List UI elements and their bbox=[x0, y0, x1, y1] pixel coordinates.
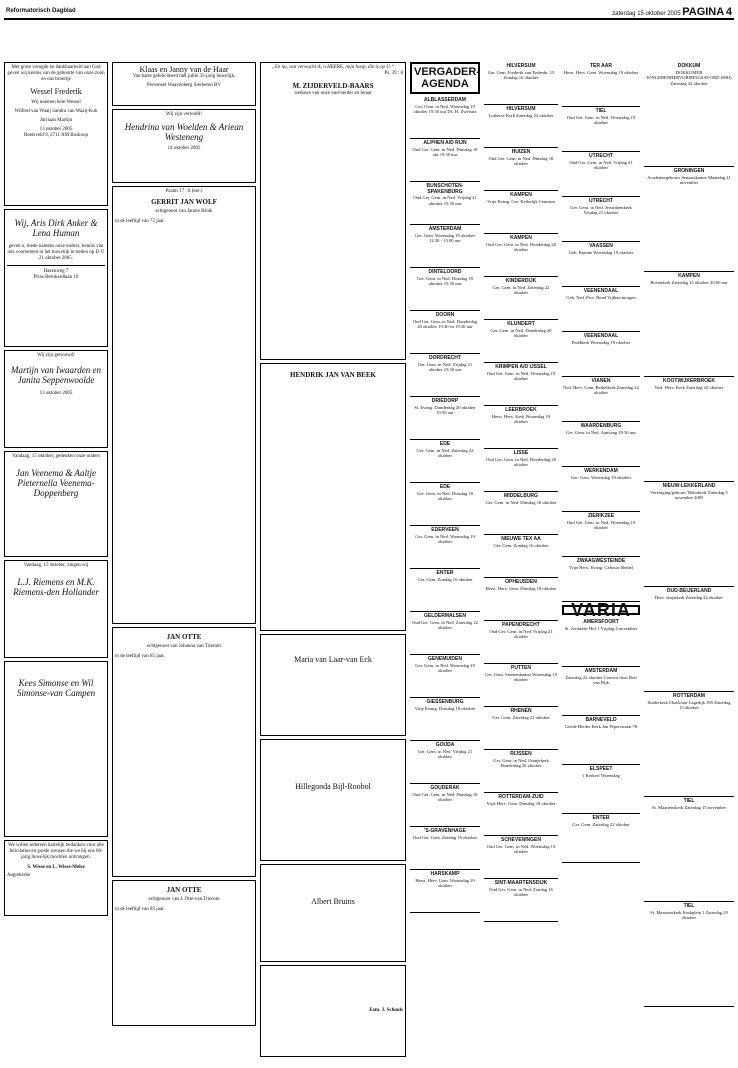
agenda-item-heading: UTRECHT bbox=[589, 198, 613, 204]
agenda-item bbox=[410, 741, 480, 784]
agenda-item-text: Herst. Herv. Gem. Woensdag 19 oktober bbox=[563, 69, 639, 75]
agenda-item-heading: RHENEN bbox=[510, 708, 532, 714]
agenda-item bbox=[410, 784, 480, 827]
engagement-addr1: Hazenweg 7 bbox=[43, 269, 69, 274]
agenda-item-text: Ger. Gem. in Ned. Vrijdag 21 oktober bbox=[417, 748, 473, 760]
agenda-item-heading: BUNSCHOTEN-SPAKENBURG bbox=[426, 183, 464, 195]
agenda-item bbox=[644, 62, 734, 167]
thanks-van-laar bbox=[260, 634, 406, 736]
bijl-name: Hillegonda Bijl-Roobol bbox=[295, 782, 371, 791]
agenda-item-text: Lutherse Kerk Zaterdag 22 oktober bbox=[488, 112, 554, 118]
hendrina-date: 14 oktober 2005 bbox=[167, 146, 201, 151]
agenda-item bbox=[644, 902, 734, 1007]
obituary-otte bbox=[112, 627, 256, 877]
ad-text: Van harte gefeliciteerd met jullie 35-jarig huwelijk. bbox=[132, 74, 236, 79]
agenda-item-text: Ger. Gem. in Ned. Jeruzalemkerk Vrijdag 21 oktober bbox=[570, 204, 632, 216]
agenda-item-text: Ger. Gem. Zaterdag 22 oktober bbox=[492, 714, 550, 720]
agenda-item-text: 't Kerkerf Woensdag bbox=[582, 772, 620, 778]
ad-signature: Personeel Waayenberg Sierbeton BV bbox=[147, 83, 221, 88]
agenda-item bbox=[410, 96, 480, 139]
agenda-item bbox=[562, 287, 640, 332]
agenda-item bbox=[484, 750, 558, 793]
agenda-item-heading: ALBLASSERDAM bbox=[424, 97, 466, 103]
engagement-hendrina bbox=[112, 109, 256, 183]
agenda-item bbox=[562, 512, 640, 557]
agenda-item-heading: DOKKUM bbox=[677, 63, 701, 69]
ad-van-de-haar bbox=[112, 62, 256, 106]
agenda-item bbox=[562, 667, 640, 716]
agenda-item-heading: EDERVEEN bbox=[431, 527, 459, 533]
agenda-item-heading: KINDERDIJK bbox=[505, 278, 537, 284]
agenda-item-heading: KLUNDERT bbox=[507, 321, 535, 327]
birth-announcement bbox=[4, 62, 108, 206]
agenda-item bbox=[484, 836, 558, 879]
agenda-item bbox=[562, 62, 640, 107]
agenda-item-text: Vereniging/gebouw 'Rehoboth' Zaterdag 5 november 2005 bbox=[650, 489, 728, 501]
agenda-item-text: Herst. Herv. Kerk Woensdag 19 oktober bbox=[491, 413, 551, 425]
agenda-item-text: Oud Ger. Gem. in Ned. Woensdag 19 oktober bbox=[486, 843, 556, 855]
agenda-item-text: Zaterdag 22 oktober Concert door Rob van Dijk bbox=[565, 674, 637, 686]
engagement-addr2: Prins Bernhardlaan 19 bbox=[33, 275, 79, 280]
anniversary-simonse bbox=[4, 661, 108, 837]
psalm-ref: Psalm 17 : 8 (ber.) bbox=[165, 189, 203, 194]
schouls-signature: Fam. J. Schouls bbox=[369, 1008, 403, 1013]
wedding-date: 13 oktober 2005 bbox=[39, 391, 73, 396]
agenda-item-heading: ROTTERDAM-ZUID bbox=[498, 794, 544, 800]
agenda-item-heading: SINT-MAARTENSDIJK bbox=[494, 880, 548, 886]
otte-sub: echtgenoot van Johanna van Trierum bbox=[147, 644, 221, 649]
agenda-item-text: Oud Ger. Gem. in Ned. Dinsdag 18 okt 19.30 uur bbox=[412, 146, 478, 158]
agenda-item-heading: SCHEVENINGEN bbox=[500, 837, 541, 843]
agenda-item-heading: MIDDELBURG bbox=[504, 493, 538, 499]
van-laar-name: Maria van Laar-van Eck bbox=[294, 655, 372, 664]
agenda-item bbox=[410, 311, 480, 354]
agenda-item bbox=[562, 814, 640, 863]
agenda-item-heading: ELSPEET bbox=[589, 766, 613, 772]
agenda-item-heading: GRONINGEN bbox=[673, 168, 705, 174]
agenda-item bbox=[484, 664, 558, 707]
agenda-item-heading: ROTTERDAM bbox=[673, 693, 705, 699]
agenda-item-heading: AMERSFOORT bbox=[583, 619, 619, 625]
agenda-item bbox=[562, 467, 640, 512]
agenda-item-heading: 'S-GRAVENHAGE bbox=[424, 828, 466, 834]
birth-siblings: Jurriaan Martijn bbox=[39, 118, 73, 123]
column-3 bbox=[260, 62, 406, 1060]
thanks-bruins bbox=[260, 864, 406, 962]
agenda-list-3 bbox=[562, 62, 640, 602]
agenda-item bbox=[484, 62, 558, 105]
anniversary-names: Jan Veenema & Aaltje Pieternella Veenema-Doppenberg bbox=[15, 468, 97, 498]
agenda-item-heading: WERKENDAM bbox=[584, 468, 618, 474]
column-6-agenda bbox=[562, 62, 640, 863]
agenda-item-heading: ZWAAGWESTEINDE bbox=[576, 558, 626, 564]
page-number: 4 bbox=[725, 6, 732, 18]
agenda-item-text: Ger. Gem. Zondag 16 oktober bbox=[493, 542, 549, 548]
agenda-item-text: Ger. Gem. Woensdag 19 oktober bbox=[570, 474, 632, 480]
agenda-item bbox=[562, 422, 640, 467]
otte-name: JAN OTTE bbox=[166, 633, 202, 641]
agenda-item bbox=[410, 139, 480, 182]
agenda-item-heading: ALPHEN A/D RIJN bbox=[423, 140, 467, 146]
agenda-item-heading: ENTER bbox=[436, 570, 454, 576]
agenda-item bbox=[410, 440, 480, 483]
wolf-sub: echtgenoot van Jannie Brink bbox=[155, 209, 213, 214]
agenda-list-2 bbox=[484, 62, 558, 922]
masthead bbox=[4, 6, 734, 20]
agenda-item bbox=[484, 191, 558, 234]
obituary-van-beek bbox=[260, 363, 406, 631]
agenda-item-heading: KOOTWIJKERBROEK bbox=[663, 378, 715, 384]
agenda-item-text: Ger. Gem. in Ned. Vrijdag 21 oktober 19.30 uur bbox=[417, 361, 473, 373]
agenda-title: VERGADER-AGENDA bbox=[410, 62, 480, 94]
agenda-item-text: Ger. Gem. in Ned. Woensdag 19 oktober bbox=[415, 533, 475, 545]
column-1 bbox=[4, 62, 108, 919]
issue-date: zaterdag 15 oktober 2005 bbox=[612, 11, 681, 17]
agenda-item-text: Ger. Gem. in Ned. Dinsdag 18 oktober bbox=[485, 499, 557, 505]
birth-date: 13 oktober 2005 bbox=[39, 127, 73, 132]
agenda-item bbox=[410, 569, 480, 612]
agenda-item-heading: HARSKAMP bbox=[430, 871, 460, 877]
agenda-item bbox=[644, 797, 734, 902]
otte2-age: in de leeftijd van 85 jaar. bbox=[115, 907, 165, 912]
agenda-item-heading: KAMPEN bbox=[510, 235, 532, 241]
hendrina-names: Hendrina van Woelden & Ariean Westeneng bbox=[124, 122, 244, 142]
thanks-signature: S. Wisse en L. Wisse-Melse bbox=[27, 865, 85, 870]
agenda-item bbox=[410, 827, 480, 870]
agenda-item-heading: DOORN bbox=[435, 312, 455, 318]
wedding-announcement bbox=[4, 350, 108, 448]
agenda-item-text: Oud Ger. Gem. in Ned. Donderdag 20 oktober bbox=[485, 456, 557, 468]
agenda-item-heading: DORDRECHT bbox=[429, 355, 461, 361]
agenda-item bbox=[410, 698, 480, 741]
agenda-item-text: Vrije Herv. Gem. Dinsdag 18 oktober bbox=[486, 800, 556, 806]
agenda-item-heading: EDE bbox=[439, 484, 451, 490]
agenda-item-text: Herst. Herv. Gem. Dinsdag 18 oktober bbox=[485, 585, 557, 591]
agenda-item-text: Oud Ger. Gem. in Ned. Dinsdag 18 oktober bbox=[412, 791, 478, 803]
agenda-item bbox=[484, 707, 558, 750]
agenda-item-text: Oud Ger. Gem. in Ned. Donderdag 20 oktober bbox=[485, 241, 557, 253]
obituary-otte-2 bbox=[112, 880, 256, 1026]
engagement-detail: geven u, mede namens onze ouders, kennis van ons voornemen in het huwelijk te treden op D.V. 21 oktober 2005. bbox=[7, 244, 105, 261]
agenda-item-text: Oud Ger. Gem. in Ned. Zondag 16 oktober bbox=[489, 886, 553, 898]
riemens-intro: Vandaag, 15 oktober, zingen wij bbox=[23, 563, 89, 568]
agenda-item-heading: AMSTERDAM bbox=[428, 226, 462, 232]
agenda-item bbox=[562, 107, 640, 152]
agenda-item-text: St. Maartenskerk Zaterdag 15 november bbox=[651, 804, 727, 810]
agenda-item-text: Geb. Ruimte Woensdag 19 oktober bbox=[568, 249, 634, 255]
thanks-bijl bbox=[260, 739, 406, 861]
agenda-item bbox=[562, 152, 640, 197]
agenda-item-text: Oud Ger. Gem. in Ned. Zaterdag 22 oktober bbox=[412, 619, 478, 631]
agenda-item bbox=[484, 105, 558, 148]
verse: „En nu, wat verwacht ik, o HEERE, mijn hoop, die is op U.“ bbox=[272, 65, 394, 70]
anniversary-veenema bbox=[4, 451, 108, 557]
agenda-item-text: Ger. Gem. Zaterdag 22 oktober bbox=[572, 821, 630, 827]
thanks-text: We willen iedereen hartelijk bedanken voor alle felicitaties en goede wensen die we bij ons 60-jarig huwelijk mochten ontvangen. bbox=[8, 843, 104, 860]
agenda-item-text: Herv. dorpskerk Zaterdag 22 oktober bbox=[655, 594, 723, 600]
column-2 bbox=[112, 62, 256, 1029]
wolf-name: GERRIT JAN WOLF bbox=[151, 198, 217, 206]
birth-address: Roetsveld 9, 2711 AM Boskoop bbox=[23, 133, 89, 138]
agenda-item-heading: HUIZEN bbox=[511, 149, 531, 155]
wedding-names: Martijn van Iwaarden en Janita Seppenwoolde bbox=[11, 365, 101, 385]
varia-list bbox=[562, 618, 640, 863]
agenda-item-text: Oud Ger. Gem. in Ned. Donderdag 20 oktober 19.30 en 19.30 uur bbox=[412, 318, 478, 330]
agenda-item-heading: LISSE bbox=[513, 450, 529, 456]
birth-parents: Wilfred van Waaij Sandra van Waaij-Kok bbox=[14, 109, 98, 114]
agenda-item-heading: GOUDA bbox=[435, 742, 455, 748]
agenda-item-heading: KRIMPEN A/D IJSSEL bbox=[495, 364, 547, 370]
agenda-item bbox=[410, 870, 480, 913]
agenda-item bbox=[562, 618, 640, 667]
agenda-item bbox=[644, 377, 734, 482]
agenda-item bbox=[562, 765, 640, 814]
agenda-item-text: Ger. Gem. in Ned. Woensdag 19 oktober 19.30 uur Ds. H. Zweistra bbox=[413, 103, 477, 115]
otte-age: in de leeftijd van 85 jaar. bbox=[115, 654, 165, 659]
agenda-item-heading: ENTER bbox=[592, 815, 610, 821]
agenda-item bbox=[484, 148, 558, 191]
agenda-item-heading: GELDERMALSEN bbox=[424, 613, 466, 619]
agenda-item bbox=[484, 234, 558, 277]
agenda-item-heading: KAMPEN bbox=[510, 192, 532, 198]
agenda-item-text: Oud Ger. Gem. in Ned. Woensdag 19 oktober bbox=[486, 370, 556, 382]
agenda-item-heading: VEENENDAAL bbox=[583, 288, 619, 294]
agenda-item-text: Herst. Herv. Gem. Woensdag 19 oktober bbox=[415, 877, 475, 889]
column-5-agenda bbox=[484, 62, 558, 922]
agenda-item-text: Ger. Gem. in Ned. Aanvang 19.30 uur bbox=[566, 429, 636, 435]
agenda-item-text: Ned. Herv. Kerk Zaterdag 22 oktober bbox=[654, 384, 724, 390]
agenda-item-heading: VAASSEN bbox=[589, 243, 613, 249]
agenda-item bbox=[644, 692, 734, 797]
agenda-item-text: Ger. Gem. in Ned. Zaterdag 22 oktober bbox=[492, 284, 550, 296]
engagement-announcement bbox=[4, 209, 108, 347]
ad-title: Klaas en Janny van de Haar bbox=[139, 65, 229, 74]
agenda-item bbox=[484, 363, 558, 406]
agenda-item-text: Ger. Gem. in Ned. Woensdag 19 oktober bbox=[415, 662, 475, 674]
agenda-item bbox=[484, 879, 558, 922]
agenda-item bbox=[484, 621, 558, 664]
agenda-item bbox=[484, 449, 558, 492]
agenda-item-text: St. Joriskerk Hof 1 Vrijdag 4 november bbox=[564, 625, 638, 631]
simonse-names: Kees Simonse en Wil Simonse-van Campen bbox=[16, 678, 96, 698]
verse-ref: Ps. 39 : 8 bbox=[384, 71, 403, 76]
agenda-item bbox=[410, 354, 480, 397]
agenda-item-text: Ned. Herv. Gem. Bethelkerk Zaterdag 22 oktober bbox=[563, 384, 639, 396]
riemens-names: L.J. Riemens en M.K. Riemens-den Hollander bbox=[13, 577, 99, 597]
bruins-name: Albert Bruins bbox=[311, 897, 355, 906]
agenda-item bbox=[410, 397, 480, 440]
agenda-item-heading: HILVERSUM bbox=[506, 106, 536, 112]
agenda-item bbox=[410, 268, 480, 311]
agenda-list-4 bbox=[644, 62, 734, 1007]
agenda-item-heading: EDE bbox=[439, 441, 451, 447]
anniversary-intro: Vandaag, 15 oktober, gedenken onze ouders bbox=[12, 454, 100, 459]
agenda-item-heading: VEENENDAAL bbox=[583, 333, 619, 339]
column-7-agenda bbox=[644, 62, 734, 1007]
agenda-item bbox=[644, 482, 734, 587]
column-4-agenda bbox=[410, 62, 480, 913]
agenda-item-text: Bovenkerk Zaterdag 15 oktober 20.00 uur bbox=[650, 279, 728, 285]
agenda-item-text: Oud Ger. Gem. in Ned. Vrijdag 21 oktober 19.30 uur bbox=[413, 195, 477, 206]
agenda-item bbox=[562, 716, 640, 765]
agenda-item-text: Ger. Gem. in Ned. Donderdag 20 oktober bbox=[490, 327, 552, 339]
agenda-item-heading: OPHEUSDEN bbox=[505, 579, 537, 585]
agenda-item-text: Oud Ger. Gem. in Ned. Woensdag 19 oktober bbox=[566, 519, 636, 531]
agenda-item-text: Ger. Gem. Woensdag 19 oktober 12.30 - 13.00 uur bbox=[414, 232, 476, 244]
agenda-item-text: Ger. Gem. in Ned. Oranjekerk Donderdag 20 oktober bbox=[493, 757, 549, 769]
agenda-item-text: Oud Ger. Gem. in Ned. Woensdag 19 oktober bbox=[566, 114, 636, 126]
agenda-item-text: Ger. Gem. Frederik van Eedenln. 15 Zondag 16 oktober bbox=[487, 69, 555, 81]
agenda-item-heading: GOUDERAK bbox=[430, 785, 460, 791]
agenda-list bbox=[410, 96, 480, 913]
thanks-schouls bbox=[260, 965, 406, 1057]
anniversary-riemens bbox=[4, 560, 108, 658]
agenda-item bbox=[644, 587, 734, 692]
agenda-item-text: St. Evang. Donderdag 20 oktober 19.30 uur bbox=[414, 404, 476, 416]
agenda-item-text: Zuiderkerk Charlouse Lagedijk 395 Zaterdag 15 oktober bbox=[647, 699, 731, 711]
agenda-item bbox=[562, 377, 640, 422]
zijderveld-sub: weduwe van onze oud-herder en leraar bbox=[294, 91, 372, 96]
varia-title: VARIA bbox=[562, 605, 640, 615]
agenda-item-text: Oud Ger. Gem. Zondag 16 oktober bbox=[412, 834, 478, 840]
page-info bbox=[612, 6, 732, 18]
agenda-item bbox=[410, 182, 480, 225]
zijderveld-name: M. ZIJDERVELD-BAARS bbox=[292, 82, 374, 90]
agenda-item-heading: OUD-BEIJERLAND bbox=[666, 588, 712, 594]
agenda-item-text: Ger. Gem. Steenenkamer Woensdag 19 oktober bbox=[485, 671, 558, 683]
agenda-item-heading: WAARDENBURG bbox=[580, 423, 622, 429]
agenda-item bbox=[562, 332, 640, 377]
agenda-item-heading: UTRECHT bbox=[589, 153, 613, 159]
wolf-age: in de leeftijd van 72 jaar. bbox=[115, 219, 165, 224]
hendrina-intro: Wij zijn verloofd! bbox=[166, 112, 202, 117]
obituary-zijderveld bbox=[260, 62, 406, 360]
agenda-item-text: Vrije Evang. Dinsdag 18 oktober bbox=[414, 705, 476, 711]
agenda-item-text: St. Maartenskerk Kerkplein 1 Zaterdag 29 oktober bbox=[650, 909, 728, 921]
agenda-item bbox=[562, 557, 640, 602]
agenda-item-heading: DRIEDORP bbox=[431, 398, 459, 404]
agenda-item-text: Vrije Evang. Ger. Kerkelijk Centrum bbox=[487, 198, 555, 204]
agenda-item bbox=[484, 320, 558, 363]
agenda-item-text: Ger. Gem. in Ned. Zaterdag 22 oktober bbox=[416, 447, 474, 459]
agenda-item-heading: GIESSENBURG bbox=[426, 699, 464, 705]
agenda-item bbox=[410, 483, 480, 526]
agenda-item-text: Geb. Ned. Prot. Bond Vijlhan morgen bbox=[566, 294, 636, 300]
agenda-item-text: Oud Ger. Gem. in Ned. Vrijdag 21 oktober bbox=[569, 159, 633, 171]
agenda-item-heading: TIEL bbox=[683, 903, 695, 909]
agenda-item-text: Vrije Herv. Evang. Gebouw Bethel bbox=[568, 564, 634, 570]
agenda-item-text: Oud Ger. Gem. in Ned. Vrijdag 21 oktober bbox=[489, 628, 553, 640]
otte2-name: JAN OTTE bbox=[166, 886, 202, 894]
agenda-item-text: Oud Ger. Gem. in Ned. Dinsdag 18 oktober bbox=[488, 155, 554, 167]
agenda-item-heading: LEERBROEK bbox=[505, 407, 537, 413]
agenda-item-heading: RIJSSEN bbox=[510, 751, 532, 757]
agenda-item-heading: KAMPEN bbox=[678, 273, 700, 279]
agenda-item-text: Ger. Gem. in Ned. Dinsdag 18 oktober bbox=[417, 490, 473, 502]
agenda-item bbox=[484, 793, 558, 836]
agenda-item-heading: NIEUW-LEKKERLAND bbox=[662, 483, 716, 489]
agenda-item-text: Ger. Gem. Zondag 16 oktober bbox=[417, 576, 473, 582]
agenda-item-heading: AMSTERDAM bbox=[584, 668, 618, 674]
agenda-item-text: Ger. Gem. in Ned. Dinsdag 18 oktober 19.30 uur bbox=[417, 275, 473, 287]
agenda-item-heading: BARNEVELD bbox=[585, 717, 617, 723]
agenda-item bbox=[410, 612, 480, 655]
agenda-item-heading: TER AAR bbox=[589, 63, 613, 69]
obituary-wolf bbox=[112, 186, 256, 624]
van-beek-name: HENDRIK JAN VAN BEEK bbox=[290, 371, 376, 379]
agenda-item bbox=[410, 526, 480, 569]
agenda-item bbox=[410, 225, 480, 268]
otte2-sub: echtgenoot van J. Otte-van Trierum bbox=[148, 897, 220, 902]
paper-name: Reformatorisch Dagblad bbox=[6, 8, 76, 14]
agenda-item-heading: GENEMUIDEN bbox=[428, 656, 462, 662]
engagement-names: Wij, Aris Dirk Anker & Lena Human bbox=[14, 218, 98, 238]
wedding-intro: Wij zijn getrouwd! bbox=[37, 353, 75, 358]
agenda-item bbox=[484, 406, 558, 449]
birth-intro: Met grote vreugde en dankbaarheid aan God geven wij kennis van de geboorte van onze zoon en ons broertje bbox=[7, 65, 105, 82]
agenda-item bbox=[562, 242, 640, 287]
agenda-item bbox=[484, 277, 558, 320]
thanks-announcement bbox=[4, 840, 108, 916]
agenda-item-text: Goede Herder Kerk Jan Pepersstraat 78 bbox=[564, 723, 638, 729]
agenda-item bbox=[644, 272, 734, 377]
agenda-item bbox=[484, 578, 558, 621]
agenda-item-heading: HILVERSUM bbox=[506, 63, 536, 69]
agenda-item-heading: VIANEN bbox=[591, 378, 611, 384]
agenda-item-heading: PUTTEN bbox=[511, 665, 531, 671]
agenda-item bbox=[484, 535, 558, 578]
agenda-item bbox=[410, 655, 480, 698]
agenda-item-text: DOKKUMER JONGERENHERVORMINGSAVOND (RBJ) Zaterdag 22 oktober bbox=[646, 69, 732, 86]
thanks-place: Aagtekerke bbox=[7, 873, 31, 878]
birth-child-name: Wessel Frederik bbox=[30, 87, 82, 96]
birth-meta: Wij noemen hem Wessel bbox=[31, 100, 81, 105]
agenda-item bbox=[484, 492, 558, 535]
agenda-item-text: Academiegebouw Senaatskamer Maandag 21 november bbox=[647, 174, 731, 186]
agenda-item bbox=[644, 167, 734, 272]
agenda-item bbox=[562, 197, 640, 242]
agenda-item-heading: TIEL bbox=[595, 108, 607, 114]
agenda-item-heading: TIEL bbox=[683, 798, 695, 804]
agenda-item-text: Pniëlkerk Woensdag 19 oktober bbox=[571, 339, 631, 345]
page-label: PAGINA bbox=[682, 6, 725, 18]
agenda-item-heading: DINTELOORD bbox=[428, 269, 462, 275]
agenda-item-heading: NIEUWE TEX AA bbox=[501, 536, 541, 542]
agenda-item-heading: ZIERIKZEE bbox=[587, 513, 615, 519]
agenda-item-heading: PAPENDRECHT bbox=[502, 622, 540, 628]
